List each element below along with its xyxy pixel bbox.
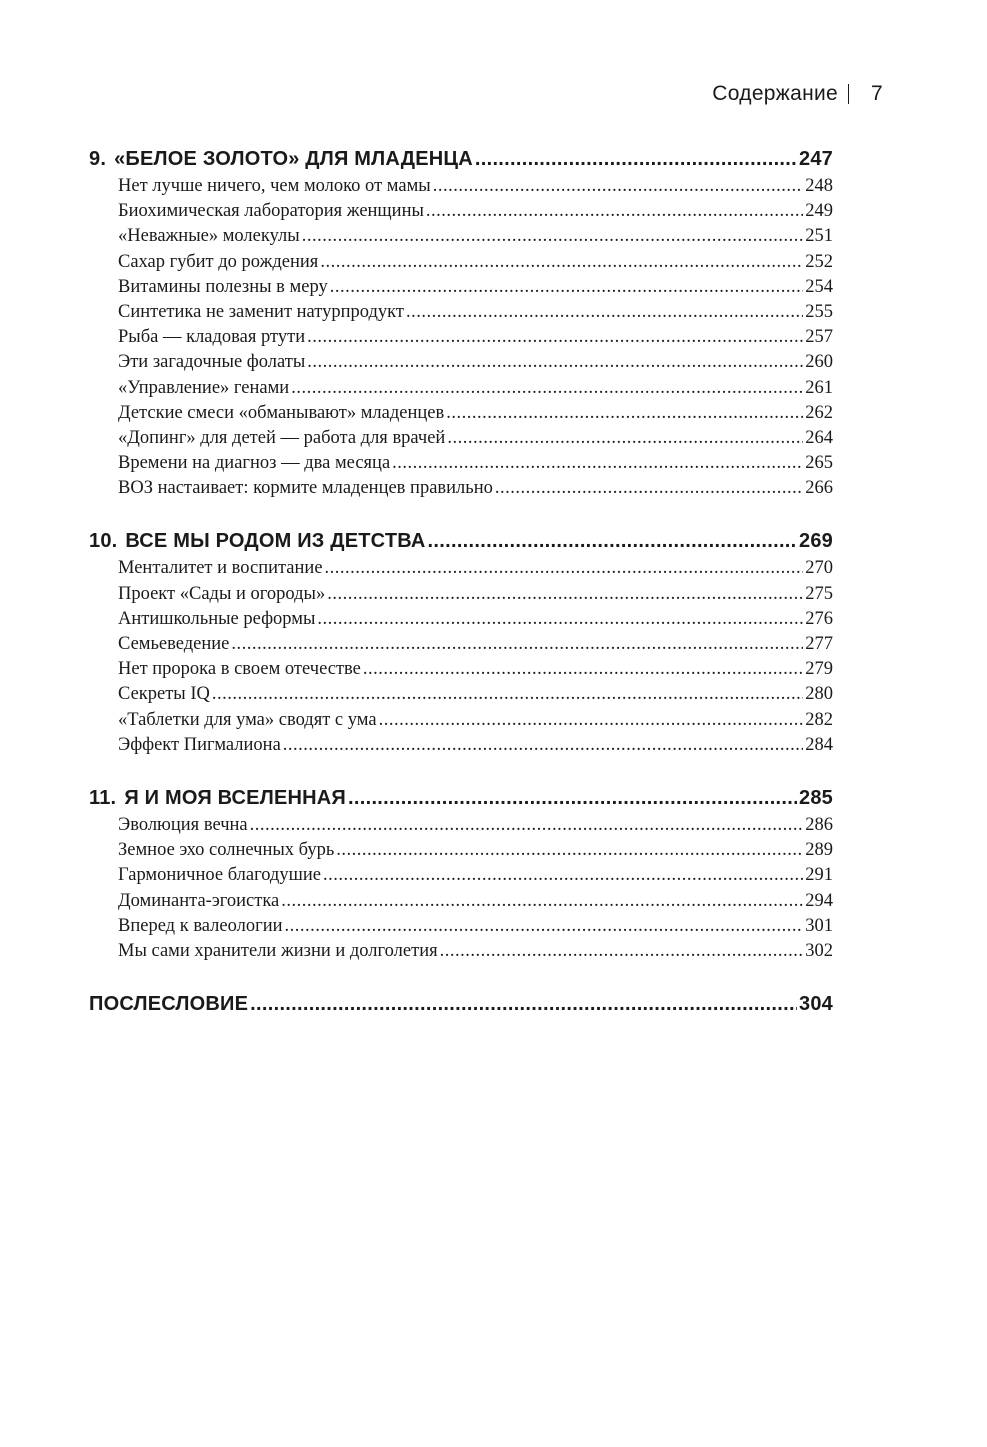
entry-page: 302 [805,940,833,961]
chapter-10 [89,526,833,758]
entry-page: 260 [805,352,833,373]
toc-entry[interactable] [89,582,833,607]
toc-entry[interactable] [89,325,833,350]
toc-entry[interactable] [89,451,833,476]
entry-title: Доминанта-эгоистка [118,890,280,911]
chapter-number: 11. [89,786,117,809]
dot-leader [426,199,803,224]
toc-entry[interactable] [89,556,833,581]
entry-title: Витамины полезны в меру [118,276,328,297]
dot-leader [307,350,803,375]
toc-entry[interactable] [89,838,833,863]
toc-entry[interactable] [89,300,833,325]
dot-leader [327,582,803,607]
dot-leader [475,144,797,174]
dot-leader [336,838,803,863]
entry-page: 279 [805,659,833,680]
toc-entry[interactable] [89,275,833,300]
entry-title: Менталитет и воспитание [118,558,323,579]
entry-page: 251 [805,226,833,247]
dot-leader [302,224,804,249]
dot-leader [307,325,803,350]
toc-entry[interactable] [89,914,833,939]
entry-title: Времени на диагноз — два месяца [118,453,391,474]
dot-leader [285,914,804,939]
toc-entry[interactable] [89,350,833,375]
toc-entry[interactable] [89,863,833,888]
dot-leader [363,657,803,682]
chapter-number: 10. [89,530,118,553]
dot-leader [212,682,803,707]
entry-title: Нет лучше ничего, чем молоко от мамы [118,176,431,196]
dot-leader [348,783,797,813]
toc-entry[interactable] [89,657,833,682]
toc-entry[interactable] [89,708,833,733]
entry-page: 266 [805,478,833,499]
entry-title: Эффект Пигмалиона [118,734,281,755]
dot-leader [440,939,804,964]
entry-title: Сахар губит до рождения [118,251,319,272]
entry-title: «Таблетки для ума» сводят с ума [118,709,377,730]
afterword-heading[interactable] [89,989,833,1019]
dot-leader [428,526,797,556]
entry-page: 248 [805,176,833,196]
entry-title: Рыба — кладовая ртути [118,327,306,348]
toc-entry[interactable] [89,174,833,199]
entry-title: «Допинг» для детей — работа для врачей [118,427,446,448]
toc-entry[interactable] [89,401,833,426]
afterword [89,989,833,1019]
toc-entry[interactable] [89,476,833,501]
dot-leader [320,250,803,275]
dot-leader [379,708,804,733]
entry-page: 286 [805,814,833,835]
entry-title: Мы сами хранители жизни и долголетия [118,940,438,961]
dot-leader [281,889,803,914]
entry-title: Проект «Сады и огороды» [118,583,326,604]
chapter-heading[interactable] [89,526,833,556]
chapter-title: Я И МОЯ ВСЕЛЕННАЯ [124,786,347,809]
toc-entry[interactable] [89,199,833,224]
entry-page: 264 [805,427,833,448]
entry-page: 284 [805,734,833,755]
running-head-title: Содержание [712,82,839,105]
entry-title: «Управление» генами [118,377,290,398]
afterword-page: 304 [799,993,833,1016]
dot-leader [406,300,803,325]
dot-leader [283,733,803,758]
toc-entry[interactable] [89,224,833,249]
chapter-heading[interactable] [89,783,833,813]
entry-page: 257 [805,327,833,348]
entry-title: Земное эхо солнечных бурь [118,840,335,861]
toc-entry[interactable] [89,376,833,401]
dot-leader [392,451,803,476]
toc-entry[interactable] [89,939,833,964]
page-number: 7 [871,82,883,105]
toc-entry[interactable] [89,682,833,707]
toc-entry[interactable] [89,607,833,632]
entry-page: 275 [805,583,833,604]
entry-title: Детские смеси «обманывают» младенцев [118,402,445,423]
dot-leader [447,426,803,451]
entry-title: Синтетика не заменит натурпродукт [118,301,404,322]
dot-leader [291,376,803,401]
toc-entry[interactable] [89,250,833,275]
dot-leader [250,813,804,838]
entry-page: 270 [805,558,833,579]
entry-page: 261 [805,377,833,398]
chapter-title: «БЕЛОЕ ЗОЛОТО» ДЛЯ МЛАДЕНЦА [114,148,473,170]
dot-leader [317,607,803,632]
entry-title: Нет пророка в своем отечестве [118,659,361,680]
dot-leader [231,632,803,657]
entry-page: 282 [805,709,833,730]
dot-leader [433,174,804,199]
running-head [712,82,883,106]
dot-leader [323,863,803,888]
entry-title: Семьеведение [118,634,230,654]
entry-title: Гармоничное благодушие [118,865,321,886]
entry-title: Антишкольные реформы [118,608,316,629]
entry-page: 262 [805,402,833,423]
dot-leader [495,476,803,501]
entry-page: 276 [805,608,833,629]
chapter-page: 247 [799,148,833,170]
toc-entry[interactable] [89,733,833,758]
entry-title: ВОЗ настаивает: кормите младенцев правильно [118,478,493,499]
chapter-number: 9. [89,148,107,170]
toc-entry[interactable] [89,426,833,451]
dot-leader [325,556,804,581]
chapter-heading[interactable] [89,144,833,174]
chapter-page: 269 [799,530,833,553]
toc-entry[interactable] [89,889,833,914]
entry-page: 255 [805,301,833,322]
entry-title: Секреты IQ [118,684,210,705]
chapter-title: ВСЕ МЫ РОДОМ ИЗ ДЕТСТВА [125,530,426,553]
dot-leader [250,989,797,1019]
running-head-divider [848,84,849,104]
afterword-title: ПОСЛЕСЛОВИЕ [89,993,249,1016]
dot-leader [446,401,803,426]
toc-entry[interactable] [89,632,833,657]
chapter-11 [89,783,833,964]
dot-leader [330,275,804,300]
entry-page: 254 [805,276,833,297]
entry-page: 252 [805,251,833,272]
chapter-page: 285 [799,786,833,809]
entry-title: «Неважные» молекулы [118,226,300,247]
entry-title: Биохимическая лаборатория женщины [118,201,424,222]
entry-page: 294 [805,890,833,911]
entry-page: 265 [805,453,833,474]
chapter-9 [89,144,833,501]
entry-title: Эти загадочные фолаты [118,352,306,373]
entry-page: 301 [805,915,833,936]
entry-page: 289 [805,840,833,861]
entry-page: 249 [805,201,833,222]
table-of-contents [89,144,833,1044]
entry-title: Эволюция вечна [118,814,248,835]
entry-title: Вперед к валеологии [118,915,283,936]
entry-page: 280 [805,684,833,705]
toc-entry[interactable] [89,813,833,838]
entry-page: 291 [805,865,833,886]
entry-page: 277 [805,634,833,654]
